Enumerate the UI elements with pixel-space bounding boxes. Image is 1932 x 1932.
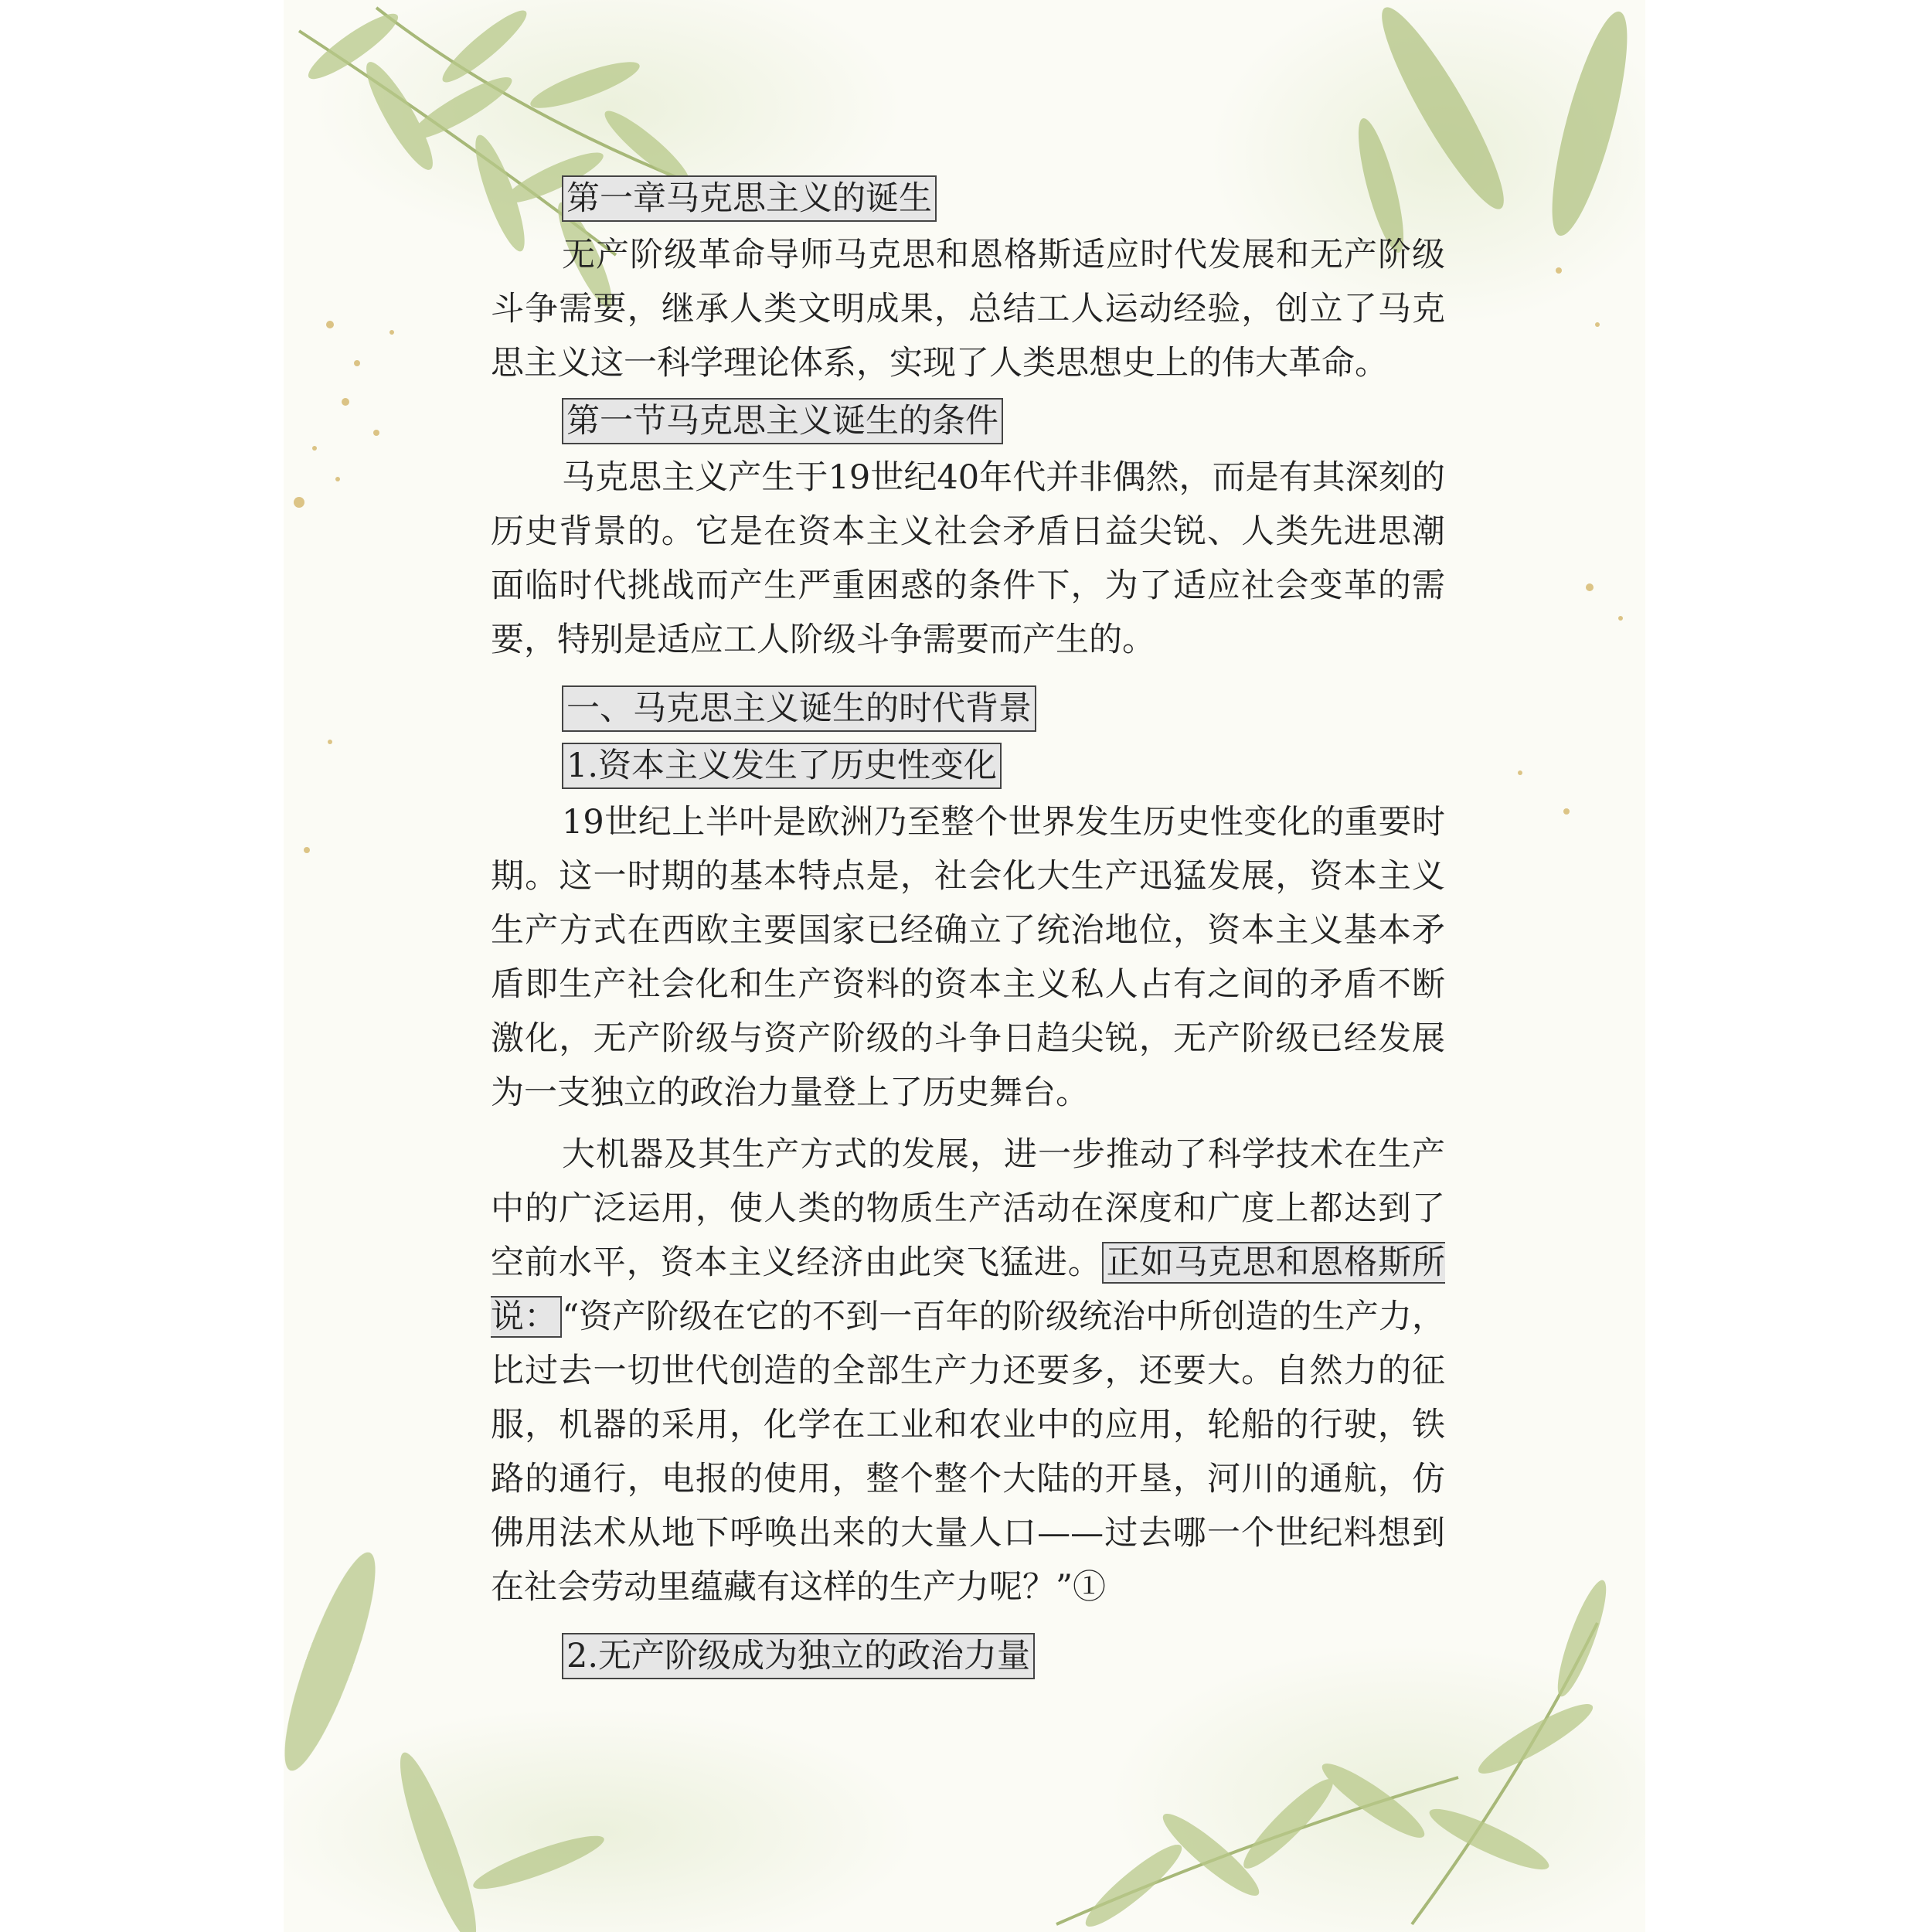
subsection-heading: 一、马克思主义诞生的时代背景 [562, 685, 1036, 732]
intro-paragraph: 无产阶级革命导师马克思和恩格斯适应时代发展和无产阶级斗争需要，继承人类文明成果，总结工人运动经验，创立了马克思主义这一科学理论体系，实现了人类思想史上的伟大革命。 [491, 236, 1445, 383]
machine-text-a: 大机器及其生产方式的发展，进一步推动了科学技术在生产中的广泛运用，使人类的物质生产活动在深度和广度上都达到了空前水平，资本主义经济由此突飞猛进。 [491, 1135, 1445, 1282]
machine-paragraph [491, 1128, 1445, 1614]
conditions-paragraph: 马克思主义产生于19世纪40年代并非偶然，而是有其深刻的历史背景的。它是在资本主义社会矛盾日益尖锐、人类先进思潮面临时代挑战而产生严重困惑的条件下，为了适应社会变革的需要，特别是适应工人阶级斗争需要而产生的。 [491, 458, 1445, 659]
century-paragraph: 19世纪上半叶是欧洲乃至整个世界发生历史性变化的重要时期。这一时期的基本特点是，社会化大生产迅猛发展，资本主义生产方式在西欧主要国家已经确立了统治地位，资本主义基本矛盾即生产社会化和生产资料的资本主义私人占有之间的矛盾不断激化，无产阶级与资产阶级的斗争日趋尖锐，无产阶级已经发展为一支独立的政治力量登上了历史舞台。 [491, 803, 1445, 1112]
point-2-heading: 2.无产阶级成为独立的政治力量 [562, 1633, 1035, 1679]
point-1-heading: 1.资本主义发生了历史性变化 [562, 743, 1002, 789]
document-body [491, 164, 1445, 1679]
section-heading: 第一节马克思主义诞生的条件 [562, 398, 1003, 444]
machine-quote: “资产阶级在它的不到一百年的阶级统治中所创造的生产力，比过去一切世代创造的全部生产力还要多，还要大。自然力的征服，机器的采用，化学在工业和农业中的应用，轮船的行驶，铁路的通行，电报的使用，整个整个大陆的开垦，河川的通航，仿佛用法术从地下呼唤出来的大量人口——过去哪一个世纪料想到在社会劳动里蕴藏有这样的生产力呢？”① [491, 1298, 1446, 1607]
quote-lead-highlight: 正如马克思和恩格斯所说： [491, 1243, 1446, 1336]
chapter-heading: 第一章马克思主义的诞生 [562, 175, 937, 222]
page-sheet [284, 0, 1645, 1932]
